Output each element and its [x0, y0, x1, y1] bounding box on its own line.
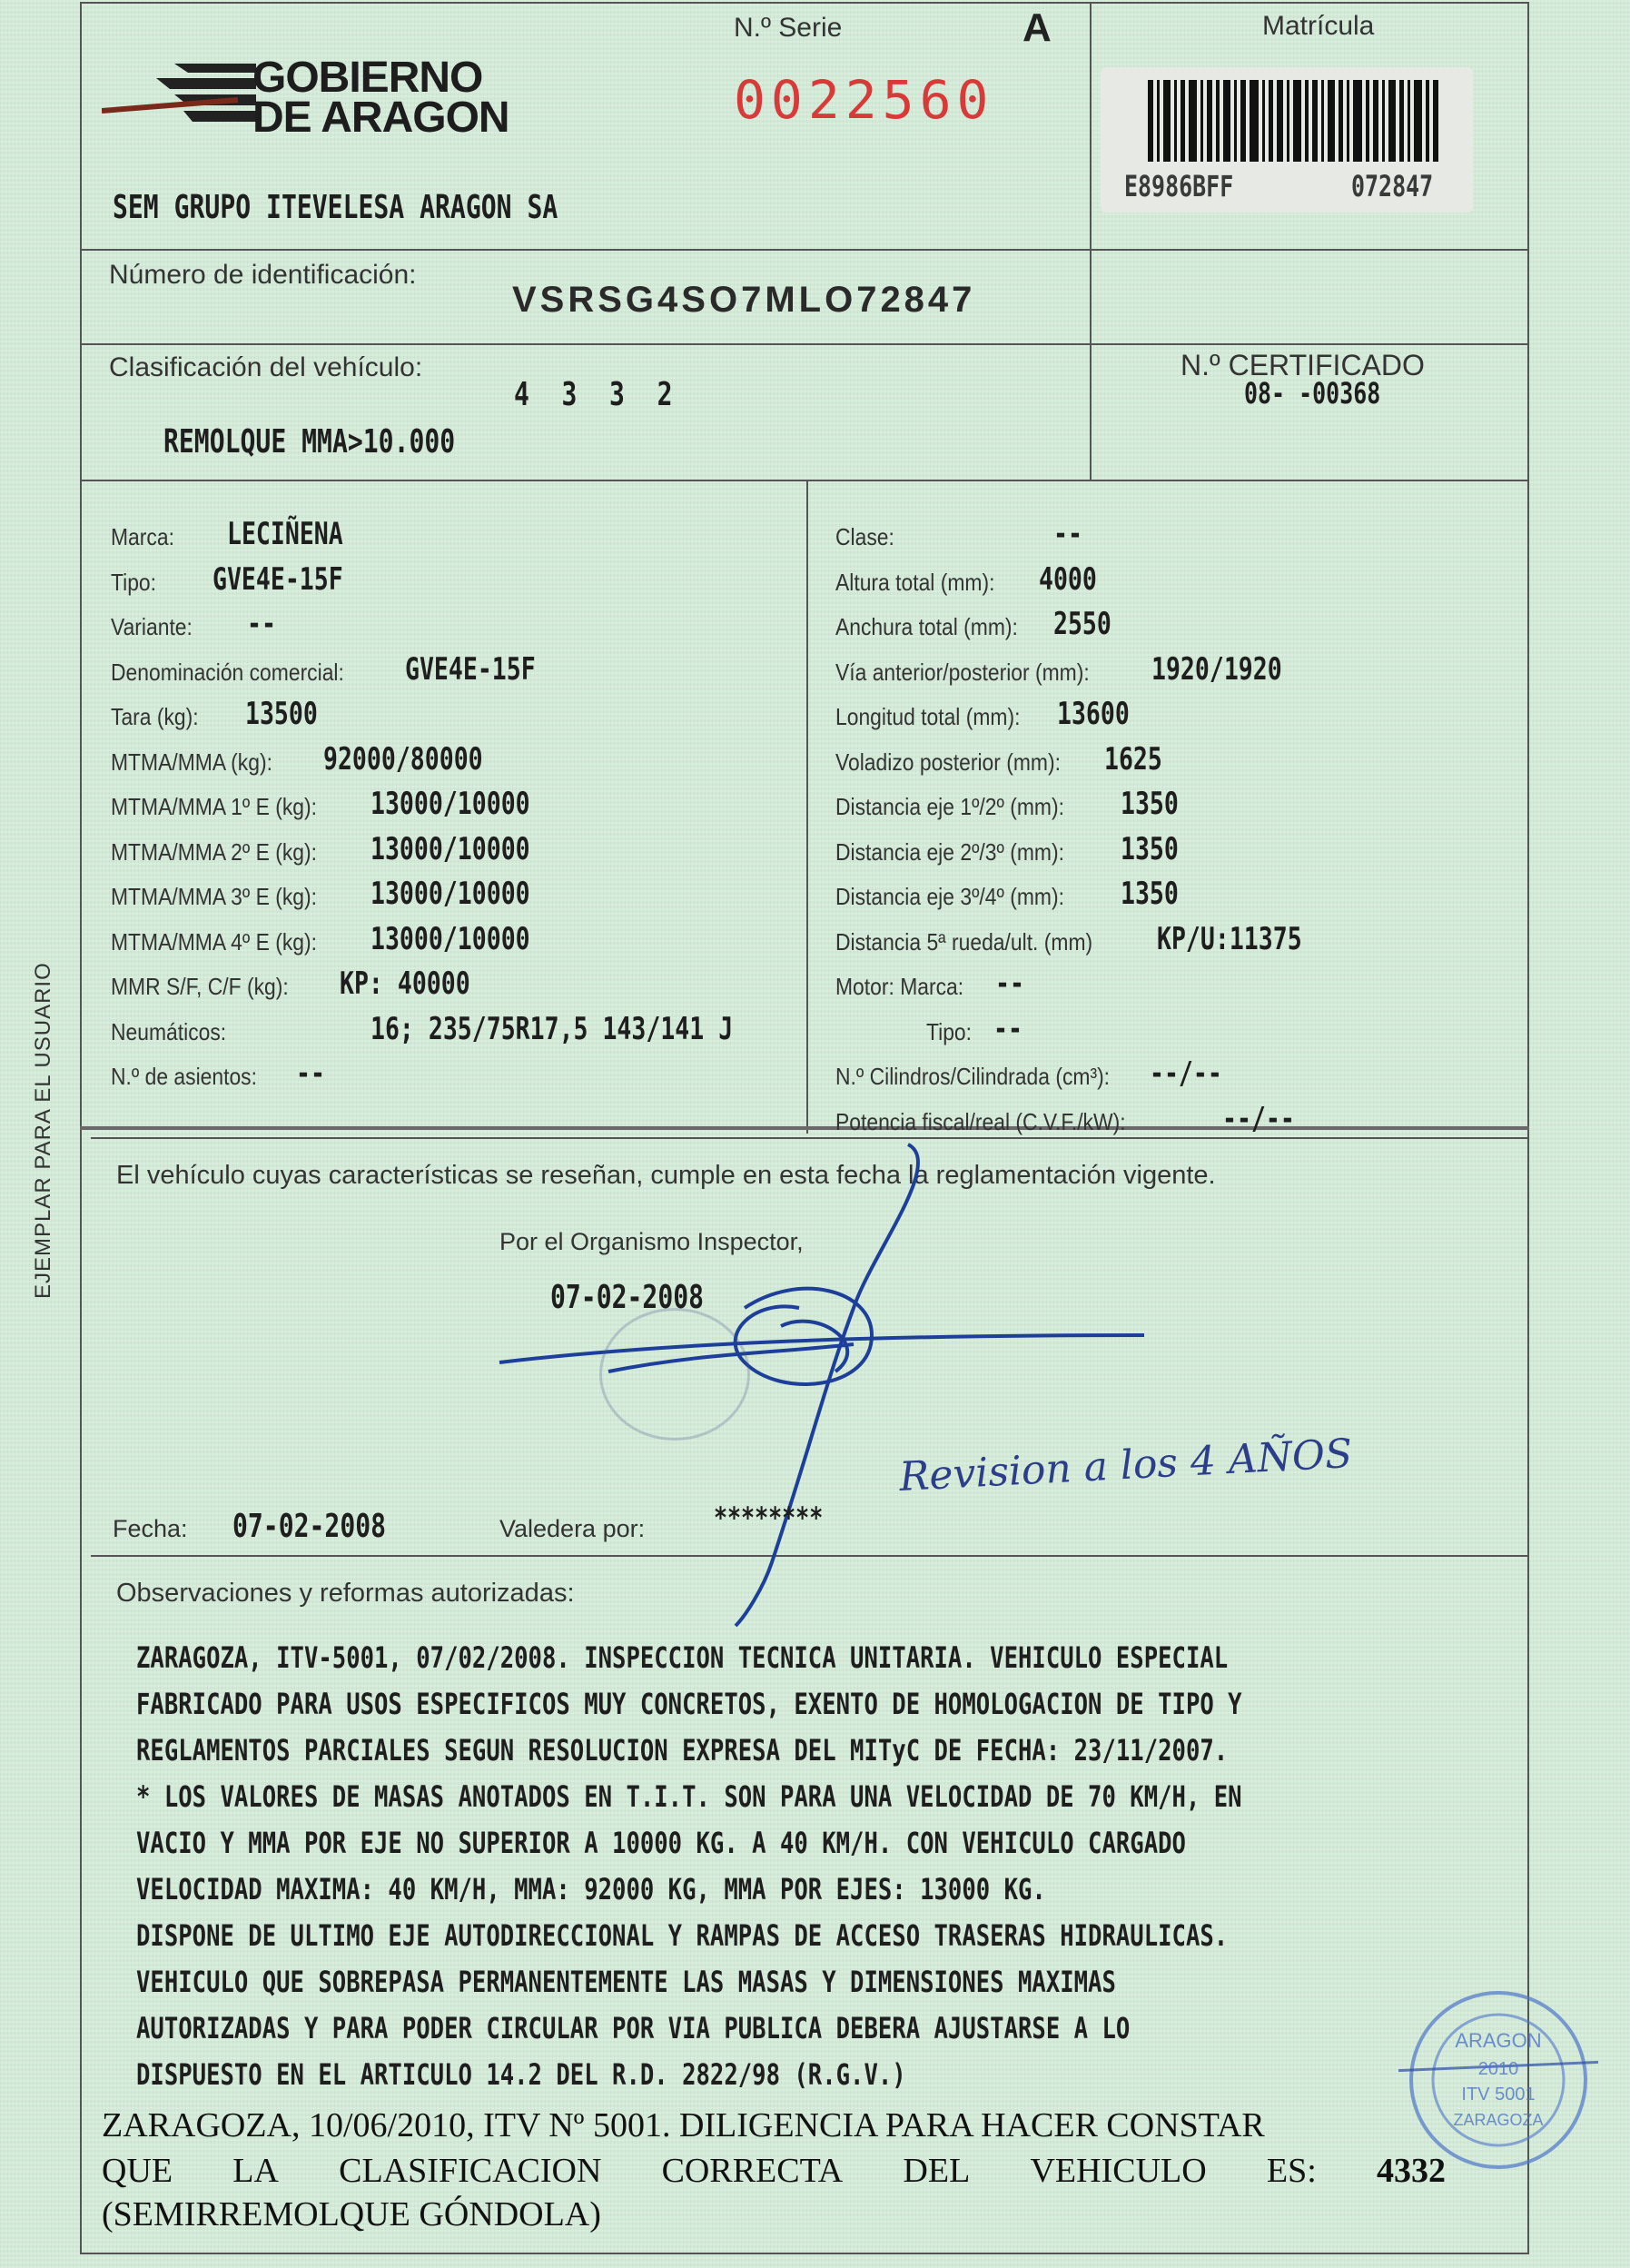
left-field-label: Variante:	[111, 613, 193, 640]
observations-text	[136, 1635, 1444, 2098]
stamp-text-1: ARAGON	[1455, 2029, 1542, 2052]
diligencia-line-3: (SEMIRREMOLQUE GÓNDOLA)	[102, 2195, 601, 2233]
right-field-label: Motor: Marca:	[835, 973, 964, 1000]
left-field-label: MTMA/MMA 3º E (kg):	[111, 883, 318, 910]
observation-line: VELOCIDAD MAXIMA: 40 KM/H, MMA: 92000 KG, MMA POR EJES: 13000 KG.	[136, 1872, 1046, 1907]
company-name: SEM GRUPO ITEVELESA ARAGON SA	[113, 189, 558, 226]
left-field-label: N.º de asientos:	[111, 1063, 257, 1090]
diligencia-word: LA	[232, 2152, 279, 2190]
row-line-2	[80, 343, 1529, 345]
right-field-label: Clase:	[835, 523, 894, 550]
diligencia-word: ES:	[1266, 2152, 1317, 2190]
left-field-value: GVE4E-15F	[212, 560, 343, 598]
left-field-label: MTMA/MMA 4º E (kg):	[111, 927, 318, 956]
observation-line: VEHICULO QUE SOBREPASA PERMANENTEMENTE LAS MASAS Y DIMENSIONES MAXIMAS	[136, 1965, 1116, 1999]
right-field-label: Altura total (mm):	[835, 568, 995, 596]
diligencia-word: DEL	[903, 2152, 971, 2190]
fecha-label: Fecha:	[113, 1515, 188, 1542]
left-field-label: Neumáticos:	[111, 1017, 227, 1045]
left-field-value: 92000/80000	[323, 740, 483, 777]
fecha-value: 07-02-2008	[232, 1508, 387, 1545]
observation-line: AUTORIZADAS Y PARA PODER CIRCULAR POR VIA PUBLICA DEBERA AJUSTARSE A LO	[136, 2011, 1131, 2045]
left-field-label: Marca:	[111, 523, 174, 550]
stamp-text-4: ZARAGOZA	[1453, 2111, 1544, 2129]
gobierno-aragon-logo	[102, 60, 256, 133]
observation-line: DISPONE DE ULTIMO EJE AUTODIRECCIONAL Y RAMPAS DE ACCESO TRASERAS HIDRAULICAS.	[136, 1918, 1229, 1953]
left-field-value: --	[247, 606, 276, 642]
side-text: EJEMPLAR PARA EL USUARIO	[31, 962, 55, 1299]
row-line-3	[80, 480, 1529, 481]
observation-line: * LOS VALORES DE MASAS ANOTADOS EN T.I.T. SON PARA UNA VELOCIDAD DE 70 KM/H, EN	[136, 1779, 1242, 1814]
left-field-label: Tipo:	[111, 568, 157, 596]
left-field-label: MTMA/MMA 1º E (kg):	[111, 793, 318, 820]
header-divider	[1090, 2, 1092, 481]
organism-label: Por el Organismo Inspector,	[499, 1228, 804, 1255]
fields-divider	[806, 480, 808, 1134]
left-field-value: 13000/10000	[370, 786, 530, 822]
right-field-value: --	[995, 966, 1024, 1002]
observation-line: VACIO Y MMA POR EJE NO SUPERIOR A 10000 KG. A 40 KM/H. CON VEHICULO CARGADO	[136, 1826, 1186, 1860]
left-field-value: 13000/10000	[370, 920, 530, 957]
identification-value: VSRSG4SO7MLO72847	[512, 280, 976, 320]
serie-number: 0022560	[734, 69, 994, 131]
right-field-value: --	[1053, 516, 1082, 552]
left-field-label: MMR S/F, C/F (kg):	[111, 973, 289, 1000]
left-field-label: Denominación comercial:	[111, 658, 344, 686]
certificado-label: N.º CERTIFICADO	[1181, 349, 1425, 381]
right-field-value: 2550	[1053, 606, 1111, 642]
right-field-value: 1350	[1121, 830, 1179, 867]
diligencia-line-1: ZARAGOZA, 10/06/2010, ITV Nº 5001. DILIGENCIA PARA HACER CONSTAR	[102, 2106, 1265, 2144]
observations-label: Observaciones y reformas autorizadas:	[116, 1579, 575, 1608]
classification-code: 4 3 3 2	[514, 376, 681, 413]
stamp-text-2: 2010	[1477, 2059, 1519, 2079]
left-field-value: KP: 40000	[340, 966, 470, 1002]
left-field-value: 13500	[245, 696, 318, 732]
date-signed: 07-02-2008	[550, 1279, 705, 1316]
right-field-value: --/--	[1222, 1100, 1295, 1137]
barcode-icon	[1148, 80, 1438, 162]
serie-label: N.º Serie	[734, 13, 843, 43]
logo-text-1: GOBIERNO	[252, 54, 483, 102]
right-field-label: N.º Cilindros/Cilindrada (cm³):	[835, 1063, 1111, 1090]
right-field-value: 1350	[1121, 876, 1179, 912]
observation-line: REGLAMENTOS PARCIALES SEGUN RESOLUCION EXPRESA DEL MITyC DE FECHA: 23/11/2007.	[136, 1733, 1229, 1768]
right-field-value: 1920/1920	[1151, 650, 1282, 688]
diligencia-code: 4332	[1376, 2152, 1446, 2190]
observation-line: DISPUESTO EN EL ARTICULO 14.2 DEL R.D. 2822/98 (R.G.V.)	[136, 2057, 906, 2092]
observation-line: FABRICADO PARA USOS ESPECIFICOS MUY CONCRETOS, EXENTO DE HOMOLOGACION DE TIPO Y	[136, 1687, 1242, 1721]
handwritten-note: Revision a los 4 AÑOS	[898, 1430, 1354, 1501]
right-field-label: Vía anterior/posterior (mm):	[835, 658, 1090, 686]
right-field-label: Tipo:	[926, 1017, 973, 1045]
left-field-value: 16; 235/75R17,5 143/141 J	[370, 1010, 734, 1047]
classification-label: Clasificación del vehículo:	[109, 352, 423, 382]
faint-seal	[599, 1308, 750, 1441]
signature-scribble	[472, 1126, 1162, 1635]
diligencia-word: QUE	[102, 2152, 173, 2190]
certificado-value: 08- -00368	[1244, 376, 1381, 411]
right-field-label: Anchura total (mm):	[835, 613, 1018, 640]
right-field-label: Potencia fiscal/real (C.V.F./kW):	[835, 1107, 1126, 1135]
identification-label: Número de identificación:	[109, 260, 417, 290]
right-field-value: 4000	[1039, 560, 1097, 598]
right-field-label: Voladizo posterior (mm):	[835, 748, 1061, 776]
diligencia-word: CORRECTA	[661, 2152, 844, 2190]
right-field-value: 1625	[1104, 740, 1162, 777]
aragon-itv-stamp	[1398, 1980, 1598, 2180]
right-field-value: KP/U:11375	[1157, 920, 1302, 957]
right-field-value: --	[993, 1010, 1022, 1047]
left-field-label: MTMA/MMA 2º E (kg):	[111, 837, 318, 866]
observation-line: ZARAGOZA, ITV-5001, 07/02/2008. INSPECCION TECNICA UNITARIA. VEHICULO ESPECIAL	[136, 1640, 1229, 1675]
diligencia-word: VEHICULO	[1030, 2152, 1207, 2190]
left-field-label: Tara (kg):	[111, 703, 199, 730]
right-field-label: Distancia eje 2º/3º (mm):	[835, 837, 1064, 866]
barcode-sticker	[1101, 67, 1473, 213]
right-field-label: Distancia 5ª rueda/ult. (mm)	[835, 927, 1093, 956]
stamp-text-3: ITV 5001	[1461, 2085, 1536, 2105]
right-field-label: Distancia eje 3º/4º (mm):	[835, 883, 1064, 910]
diligencia-line-2	[102, 2151, 1446, 2191]
right-field-value: --/--	[1150, 1055, 1222, 1092]
barcode-code-left: E8986BFF	[1124, 169, 1234, 203]
right-field-label: Distancia eje 1º/2º (mm):	[835, 793, 1064, 820]
serie-letter: A	[1022, 5, 1052, 50]
valedera-value: ********	[714, 1500, 824, 1535]
right-field-value: 13600	[1057, 696, 1130, 732]
row-line-1	[80, 249, 1529, 251]
certification-statement: El vehículo cuyas características se reseñan, cumple en esta fecha la reglamentación vigente.	[116, 1161, 1216, 1190]
right-field-value: 1350	[1121, 786, 1179, 822]
left-field-value: GVE4E-15F	[405, 650, 536, 688]
left-field-value: 13000/10000	[370, 830, 530, 867]
valedera-label: Valedera por:	[499, 1515, 646, 1542]
left-field-value: 13000/10000	[370, 876, 530, 912]
logo-text-2: DE ARAGON	[252, 94, 509, 142]
left-field-value: --	[296, 1055, 325, 1092]
matricula-label: Matrícula	[1262, 11, 1375, 41]
right-field-label: Longitud total (mm):	[835, 703, 1021, 730]
diligencia-word: CLASIFICACION	[339, 2152, 602, 2190]
classification-description: REMOLQUE MMA>10.000	[163, 423, 456, 461]
left-field-label: MTMA/MMA (kg):	[111, 748, 272, 776]
left-field-value: LECIÑENA	[227, 516, 343, 552]
barcode-code-right: 072847	[1351, 169, 1434, 203]
